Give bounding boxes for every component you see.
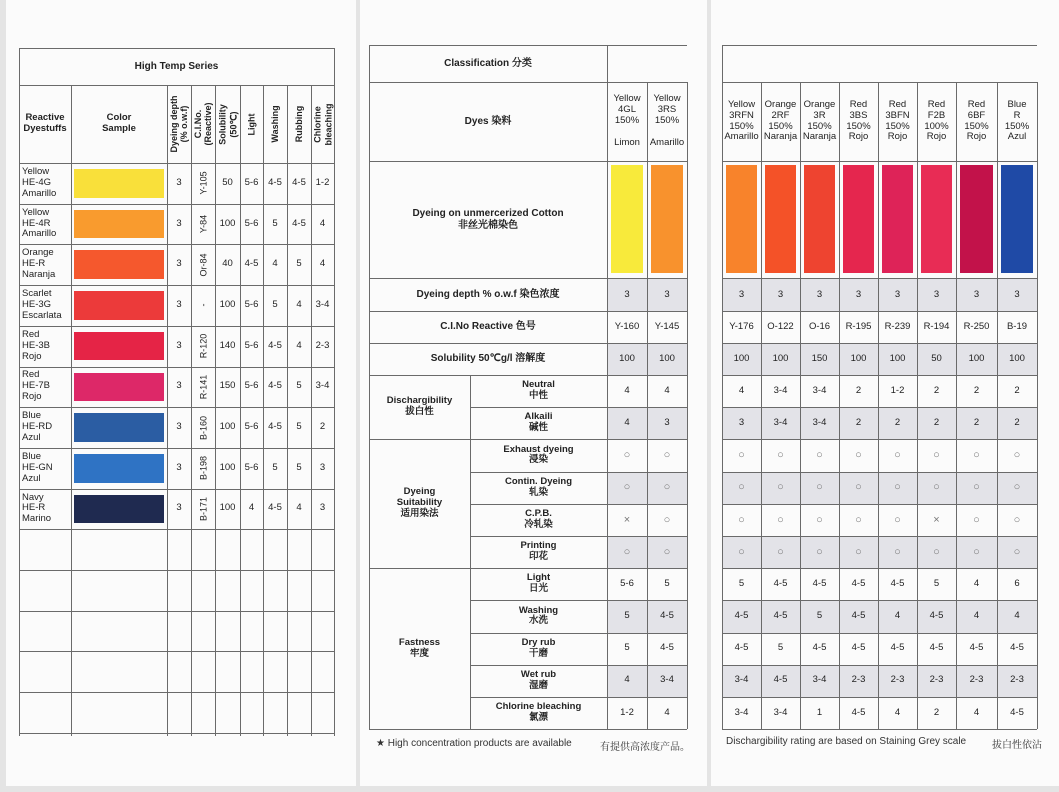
solubility-value: 100	[889, 352, 906, 364]
rating-value: 4	[894, 610, 901, 622]
suitability-symbol: ○	[894, 449, 901, 462]
suitability-symbol: ○	[855, 513, 862, 526]
suitability-symbol: ○	[894, 481, 901, 494]
solubility-value: 100	[619, 352, 635, 364]
cell-solubility: 100	[219, 502, 236, 514]
suitability-symbol: ○	[663, 449, 671, 462]
depth-value: 3	[624, 288, 630, 300]
color-swatch	[74, 169, 164, 198]
cell-solubility: 100	[219, 298, 236, 310]
color-swatch	[74, 250, 164, 279]
dye-header: Red 3BFN 150% Rojo	[885, 98, 910, 143]
footnote-dischargibility-cn: 拔白性依沾	[992, 740, 1042, 751]
rating-value: 2	[933, 706, 940, 718]
color-swatch	[74, 454, 164, 483]
cell-chlorine: 3	[319, 461, 326, 473]
cell-light: 5-6	[244, 176, 259, 188]
cell-washing: 5	[272, 298, 278, 310]
cell-chlorine: 2	[319, 421, 326, 433]
ci-number: R-141	[197, 374, 208, 400]
cell-washing: 4-5	[268, 339, 282, 351]
rating-value: 6	[1014, 577, 1020, 589]
cell-solubility: 100	[219, 421, 236, 433]
depth-value: 3	[855, 288, 862, 300]
rating-value: 4	[624, 416, 630, 428]
solubility-value: 50	[931, 352, 942, 364]
header-solubility: Solubility (50℃)	[217, 103, 238, 145]
header-dyeing-depth: Dyeing depth (% o.w.f)	[168, 95, 189, 153]
rating-value: 4-5	[734, 642, 749, 654]
dye-name: Blue HE-GN Azul	[22, 450, 53, 484]
sub-label: Light 日光	[526, 572, 551, 595]
cell-rubbing: 5	[296, 461, 302, 473]
rating-value: 3-4	[734, 706, 749, 718]
ci-value: Y-160	[614, 320, 640, 332]
dye-swatch	[726, 165, 757, 273]
ci-number: Or-84	[197, 253, 208, 277]
suitability-symbol: ○	[973, 545, 980, 558]
ci-number: Y-84	[197, 214, 208, 234]
cell-washing: 4-5	[268, 380, 282, 392]
rating-value: 5-6	[620, 577, 634, 589]
rating-value: 2	[894, 416, 901, 428]
ci-value: R-239	[884, 320, 911, 332]
dye-name: Navy HE-R Marino	[22, 491, 52, 525]
dye-name: Yellow HE-4G Amarillo	[22, 165, 57, 199]
ci-value: O-16	[808, 320, 831, 332]
rating-value: 1-2	[620, 706, 634, 718]
ci-number: B-160	[197, 415, 208, 440]
depth-value: 3	[933, 288, 940, 300]
depth-value: 3	[664, 288, 670, 300]
cell-depth: 3	[176, 217, 182, 229]
dye-name: Red HE-7B Rojo	[22, 369, 50, 403]
dye-header: Orange 3R 150% Naranja	[802, 98, 837, 143]
fastness-label: Fastness 牢度	[398, 636, 441, 659]
dye-swatch	[960, 165, 993, 273]
cell-depth: 3	[176, 502, 182, 514]
depth-value: 3	[738, 288, 745, 300]
suitability-symbol: ○	[777, 481, 784, 494]
cell-light: 5-6	[244, 339, 259, 351]
cell-solubility: 140	[219, 339, 236, 351]
cell-rubbing: 4-5	[292, 176, 306, 188]
rating-value: 4-5	[773, 577, 788, 589]
cell-solubility: 100	[219, 461, 236, 473]
rating-value: 2	[973, 384, 980, 396]
cell-washing: 4	[272, 258, 278, 270]
suitability-symbol: ○	[933, 481, 940, 494]
sub-label: Dry rub 干磨	[521, 636, 556, 659]
suitability-symbol: ○	[894, 545, 901, 558]
header-ci-no: C.I.No. (Reactive)	[192, 102, 213, 146]
grid-line	[722, 45, 723, 82]
rating-value: 4	[624, 384, 630, 396]
sub-label: Washing 水洗	[518, 604, 559, 627]
header-washing: Washing	[269, 105, 280, 143]
rating-value: 4-5	[1010, 706, 1024, 718]
rating-value: 4-5	[969, 642, 984, 654]
dyes-header: Dyes 染料	[464, 115, 512, 127]
cell-solubility: 150	[219, 380, 236, 392]
cell-depth: 3	[176, 258, 182, 270]
depth-value: 3	[816, 288, 823, 300]
ci-number: B-171	[197, 496, 208, 521]
header-rubbing: Rubbing	[293, 105, 304, 143]
rating-value: 5	[933, 577, 940, 589]
rating-value: 4-5	[773, 674, 788, 686]
suitability-symbol: ○	[973, 513, 980, 526]
rating-value: 2-3	[969, 674, 984, 686]
rating-value: 4-5	[1010, 642, 1024, 654]
rating-value: 5	[624, 610, 630, 622]
rating-value: 4-5	[660, 610, 674, 622]
rating-value: 4-5	[812, 642, 827, 654]
dye-name: Yellow HE-4R Amarillo	[22, 206, 57, 240]
depth-value: 3	[973, 288, 980, 300]
ci-number: R-120	[197, 333, 208, 359]
dye-header: Red F2B 100% Rojo	[924, 98, 949, 143]
rating-value: 5	[624, 642, 630, 654]
rating-value: 2-3	[890, 674, 905, 686]
sub-label: Chlorine bleaching 氯漂	[495, 701, 582, 724]
cell-light: 5-6	[244, 380, 259, 392]
rating-value: 4	[973, 706, 980, 718]
sub-label: Exhaust dyeing 浸染	[503, 443, 574, 466]
suitability-symbol: ○	[855, 481, 862, 494]
rating-value: 2	[933, 416, 940, 428]
suitability-symbol: ○	[777, 513, 784, 526]
depth-value: 3	[1014, 288, 1020, 300]
rating-value: 3-4	[660, 674, 674, 686]
rating-value: 5	[816, 610, 823, 622]
suitability-symbol: ○	[816, 545, 823, 558]
rating-value: 4-5	[851, 642, 866, 654]
suitability-symbol: ○	[663, 481, 671, 494]
dye-header: Yellow 3RFN 150% Amarillo	[724, 98, 759, 143]
rating-value: 5	[777, 642, 784, 654]
rating-value: 4-5	[851, 706, 866, 718]
rating-value: 2	[1014, 384, 1020, 396]
solubility-value: 100	[733, 352, 750, 364]
suitability-symbol: ○	[623, 545, 631, 558]
header-light: Light	[246, 113, 257, 135]
header-chlorine-bleaching: Chlorine bleaching	[312, 103, 333, 146]
rating-value: 4-5	[929, 610, 944, 622]
dye-swatch	[651, 165, 683, 273]
rating-value: 3-4	[812, 384, 827, 396]
suitability-symbol: ○	[1013, 481, 1021, 494]
dye-name: Blue HE-RD Azul	[22, 410, 53, 443]
dye-swatch	[843, 165, 874, 273]
rating-value: 4	[664, 706, 670, 718]
cell-chlorine: 2-3	[315, 339, 330, 351]
cell-chlorine: 4	[319, 217, 326, 229]
suitability-symbol: ○	[816, 449, 823, 462]
rating-value: 2	[973, 416, 980, 428]
cell-depth: 3	[176, 176, 182, 188]
solubility-value: 100	[968, 352, 985, 364]
cell-rubbing: 4-5	[292, 217, 306, 229]
suitability-symbol: ○	[777, 545, 784, 558]
suitability-symbol: ○	[777, 449, 784, 462]
solubility-label: Solubility 50℃g/l 溶解度	[430, 353, 546, 365]
suitability-symbol: ○	[738, 449, 745, 462]
cell-rubbing: 4	[296, 502, 302, 514]
ci-value: R-250	[963, 320, 990, 332]
sub-label: Contin. Dyeing 轧染	[504, 475, 573, 498]
rating-value: 2	[1014, 416, 1020, 428]
grid-line	[722, 161, 1037, 162]
ci-value: B-19	[1006, 320, 1028, 332]
grid-line	[722, 45, 1037, 46]
suitability-symbol: ○	[663, 545, 671, 558]
cell-light: 5-6	[244, 421, 259, 433]
cell-light: 5-6	[244, 461, 259, 473]
rating-value: 3-4	[734, 674, 749, 686]
sub-label: C.P.B. 冷轧染	[524, 507, 553, 530]
rating-value: 4	[738, 384, 745, 396]
rating-value: 3-4	[773, 416, 788, 428]
solubility-value: 100	[1009, 352, 1025, 364]
suitability-symbol: ○	[973, 449, 980, 462]
rating-value: 2-3	[851, 674, 866, 686]
rating-value: 4	[973, 610, 980, 622]
ci-reactive-label: C.I.No Reactive 色号	[440, 321, 536, 333]
suitability-symbol: ○	[738, 481, 745, 494]
suitability-symbol: ○	[1013, 513, 1021, 526]
suitability-symbol: ○	[738, 513, 745, 526]
cell-light: 5-6	[244, 217, 259, 229]
dye-swatch	[765, 165, 796, 273]
suitability-symbol: ○	[623, 449, 631, 462]
cell-rubbing: 4	[296, 339, 302, 351]
dye-swatch	[1001, 165, 1033, 273]
rating-value: 4-5	[773, 610, 788, 622]
rating-value: 3-4	[773, 384, 788, 396]
rating-value: 4-5	[734, 610, 749, 622]
dye-header: Yellow 4GL 150% Limon	[613, 93, 641, 148]
rating-value: 4	[664, 384, 670, 396]
cell-washing: 4-5	[268, 502, 282, 514]
grid-line	[1037, 82, 1038, 729]
sub-label: Printing 印花	[520, 540, 557, 563]
rating-value: 2-3	[1010, 674, 1024, 686]
rating-value: 3	[738, 416, 745, 428]
suitability-symbol: ○	[855, 545, 862, 558]
rating-value: 1	[816, 706, 823, 718]
rating-value: 4-5	[929, 642, 944, 654]
rating-value: 3-4	[812, 416, 827, 428]
sub-label: Alkaili 碱性	[524, 411, 553, 434]
dischargibility-label: Dischargibility 拔白性	[386, 395, 453, 418]
cell-washing: 5	[272, 217, 278, 229]
solubility-value: 150	[811, 352, 828, 364]
rating-value: 2-3	[929, 674, 944, 686]
cell-washing: 4-5	[268, 421, 282, 433]
ci-value: R-195	[845, 320, 872, 332]
dye-swatch	[804, 165, 835, 273]
rating-value: 4-5	[890, 642, 905, 654]
cell-depth: 3	[176, 461, 182, 473]
dye-header: Blue R 150% Azul	[1004, 98, 1030, 143]
sub-label: Wet rub 湿磨	[520, 668, 557, 691]
suitability-symbol: ○	[623, 481, 631, 494]
rating-value: 4-5	[851, 610, 866, 622]
dye-name: Scarlet HE-3G Escarlata	[22, 288, 62, 321]
suitability-symbol: ○	[1013, 545, 1021, 558]
suitability-symbol: ×	[623, 513, 631, 526]
cell-rubbing: 5	[296, 421, 302, 433]
cell-solubility: 40	[222, 258, 233, 270]
rating-value: 5	[664, 577, 670, 589]
dye-header: Red 6BF 150% Rojo	[964, 98, 989, 143]
cell-rubbing: 4	[296, 298, 302, 310]
series-title: High Temp Series	[134, 60, 219, 72]
suitability-symbol: ○	[738, 545, 745, 558]
rating-value: 4	[894, 706, 901, 718]
ci-value: Y-176	[729, 320, 754, 332]
ci-number: -	[197, 303, 208, 307]
ci-number: B-198	[197, 456, 208, 481]
suitability-symbol: ○	[1013, 449, 1021, 462]
cell-depth: 3	[176, 339, 182, 351]
suitability-symbol: ×	[933, 513, 940, 526]
cell-washing: 4-5	[268, 176, 282, 188]
dye-header: Yellow 3RS 150% Amarillo	[649, 93, 685, 148]
dyeing-suitability-label: Dyeing Suitability 适用染法	[396, 486, 443, 520]
rating-value: 2	[855, 416, 862, 428]
rating-value: 4	[624, 674, 630, 686]
dye-swatch	[611, 165, 643, 273]
suitability-symbol: ○	[816, 481, 823, 494]
rating-value: 4-5	[890, 577, 905, 589]
footnote-high-concentration-cn: 有提供高浓度产品。	[600, 742, 690, 753]
header-color-sample: Color Sample	[102, 112, 136, 134]
cell-rubbing: 5	[296, 380, 302, 392]
ci-value: O-122	[767, 320, 794, 332]
rating-value: 1-2	[890, 384, 905, 396]
color-swatch	[74, 210, 164, 239]
dye-name: Orange HE-R Naranja	[22, 247, 56, 281]
cell-depth: 3	[176, 380, 182, 392]
cell-chlorine: 3	[319, 502, 326, 514]
cell-light: 5-6	[244, 298, 259, 310]
ci-value: R-194	[923, 320, 950, 332]
depth-value: 3	[894, 288, 901, 300]
color-swatch	[74, 413, 164, 442]
rating-value: 4-5	[812, 577, 827, 589]
cell-light: 4	[248, 502, 255, 514]
depth-value: 3	[777, 288, 784, 300]
cell-depth: 3	[176, 421, 182, 433]
dye-name: Red HE-3B Rojo	[22, 328, 50, 362]
cell-depth: 3	[176, 298, 182, 310]
suitability-symbol: ○	[933, 449, 940, 462]
cell-rubbing: 5	[296, 258, 302, 270]
dye-swatch	[921, 165, 952, 273]
rating-value: 3-4	[812, 674, 827, 686]
color-swatch	[74, 291, 164, 320]
cell-chlorine: 1-2	[315, 176, 330, 188]
rating-value: 3-4	[773, 706, 788, 718]
color-swatch	[74, 495, 164, 524]
suitability-symbol: ○	[973, 481, 980, 494]
grid-line	[687, 82, 688, 729]
cell-solubility: 50	[222, 176, 233, 188]
color-swatch	[74, 373, 164, 402]
rating-value: 4-5	[851, 577, 866, 589]
rating-value: 3	[664, 416, 670, 428]
ci-number: Y-105	[197, 171, 208, 195]
cell-light: 4-5	[244, 258, 259, 270]
dyeing-unmercerized-label: Dyeing on unmercerized Cotton 非丝光棉染色	[412, 208, 564, 231]
header-reactive-dyestuffs: Reactive Dyestuffs	[23, 112, 67, 134]
rating-value: 4-5	[660, 642, 674, 654]
suitability-symbol: ○	[816, 513, 823, 526]
solubility-value: 100	[850, 352, 867, 364]
footnote-dischargibility: Dischargibility rating are based on Staining Grey scale	[726, 736, 967, 747]
solubility-value: 100	[772, 352, 789, 364]
suitability-symbol: ○	[663, 513, 671, 526]
cell-washing: 5	[272, 461, 278, 473]
dye-header: Red 3BS 150% Rojo	[846, 98, 871, 143]
classification-header: Classification 分类	[444, 57, 532, 69]
suitability-symbol: ○	[894, 513, 901, 526]
cell-chlorine: 4	[319, 258, 326, 270]
rating-value: 2	[855, 384, 862, 396]
footnote-high-concentration: ★ High concentration products are available	[376, 738, 572, 749]
cell-chlorine: 3-4	[315, 298, 330, 310]
dye-header: Orange 2RF 150% Naranja	[763, 98, 798, 143]
cell-solubility: 100	[219, 217, 236, 229]
rating-value: 5	[738, 577, 745, 589]
sub-label: Neutral 中性	[522, 379, 555, 402]
color-swatch	[74, 332, 164, 361]
suitability-symbol: ○	[855, 449, 862, 462]
rating-value: 4	[973, 577, 980, 589]
dyeing-depth-label: Dyeing depth % o.w.f 染色浓度	[416, 288, 560, 300]
ci-value: Y-145	[654, 320, 680, 332]
solubility-value: 100	[659, 352, 675, 364]
grid-line	[71, 85, 72, 736]
cell-chlorine: 3-4	[315, 380, 330, 392]
suitability-symbol: ○	[933, 545, 940, 558]
rating-value: 4	[1014, 610, 1020, 622]
dye-swatch	[882, 165, 913, 273]
rating-value: 2	[933, 384, 940, 396]
